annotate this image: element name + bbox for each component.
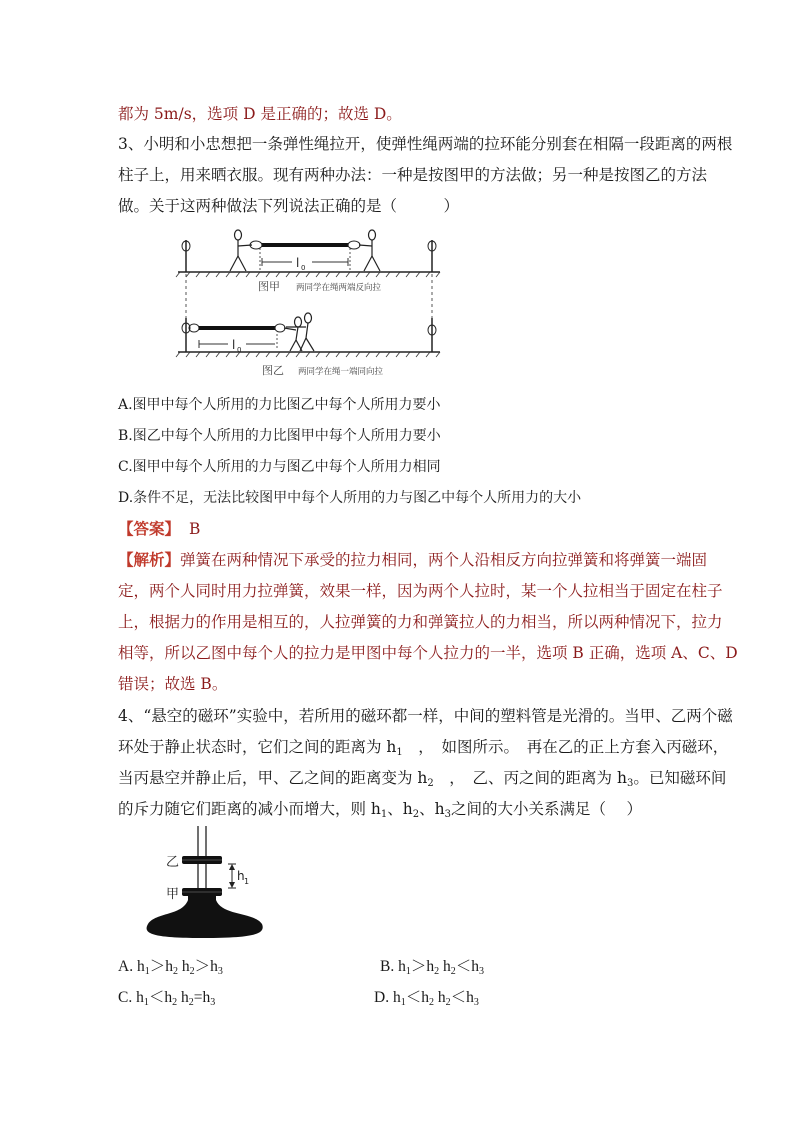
- q3-option-d: D.条件不足，无法比较图甲中每个人所用的力与图乙中每个人所用力的大小: [118, 490, 582, 506]
- opt-c-m1: ＜h: [148, 989, 173, 1006]
- opt-b-m1: ＞h: [410, 958, 435, 975]
- q4-figure: [144, 826, 284, 944]
- opt-c-p: C. h: [118, 989, 144, 1006]
- analysis-tag: 【解析】: [118, 550, 181, 569]
- opt-b-p: B. h: [380, 958, 406, 975]
- q4-stem-line-2: [118, 737, 728, 763]
- q3-option-b: B.图乙中每个人所用的力比图甲中每个人所用力要小: [118, 428, 441, 444]
- opt-d-m2: h: [433, 989, 446, 1006]
- opt-a-m1: ＞h: [149, 958, 173, 975]
- q3-option-c: C.图甲中每个人所用的力与图乙中每个人所用力相同: [118, 459, 441, 475]
- q3-fig-caption-a-text: 两同学在绳两端反向拉: [296, 283, 382, 293]
- q3-stem-line-1: 3、小明和小忠想把一条弹性绳拉开，使弹性绳两端的拉环能分别套在相隔一段距离的两根: [118, 135, 733, 153]
- answer-value: B: [188, 520, 201, 538]
- q4-line2-b: ， 如图所示。 再在乙的正上方套入丙磁环，: [402, 738, 729, 756]
- q3-analysis-line-2: 定，两个人同时用力拉弹簧，效果一样，因为两个人拉时，某一个人拉相当于固定在柱子: [118, 582, 723, 600]
- q4-option-d: [374, 988, 479, 1013]
- opt-a-m3: ＞h: [194, 958, 218, 975]
- q3-stem-line-3: 做。关于这两种做法下列说法正确的是（ ）: [118, 197, 460, 215]
- q4-line4-c: 、h: [419, 800, 445, 818]
- q3-fig-label-l0-top: l: [296, 256, 300, 270]
- q4-line3-a: 当丙悬空并静止后，甲、乙之间的距离变为 h: [118, 769, 428, 787]
- opt-b-m3: ＜h: [455, 958, 479, 975]
- opt-c-m2: h: [177, 989, 189, 1006]
- q3-analysis-line-3: 上，根据力的作用是相互的，人拉弹簧的力和弹簧拉人的力相当，所以两种情况下，拉力: [118, 613, 723, 631]
- opt-b-s2: 2: [434, 966, 440, 977]
- q3-fig-caption-b-text: 两同学在绳一端同向拉: [298, 367, 384, 377]
- opt-a-s1: 1: [144, 966, 150, 977]
- opt-b-s3: 2: [450, 966, 456, 977]
- q4-line3-c: 。已知磁环间: [633, 769, 727, 787]
- opt-d-s2: 2: [428, 997, 434, 1008]
- q3-fig-caption-a-title: 图甲: [258, 280, 280, 293]
- opt-c-s3: 2: [188, 997, 194, 1008]
- q3-option-a: A.图甲中每个人所用的力比图乙中每个人所用力要小: [118, 397, 441, 413]
- opt-d-p: D. h: [374, 989, 401, 1006]
- q4-line4-d: 之间的大小关系满足（ ）: [451, 800, 642, 818]
- q4-line3-b: ， 乙、丙之间的距离为 h: [433, 769, 627, 787]
- analysis-text-1: 弹簧在两种情况下承受的拉力相同，两个人沿相反方向拉弹簧和将弹簧一端固: [180, 551, 708, 569]
- opt-a-s3: 2: [189, 966, 195, 977]
- opt-c-m3: =h: [193, 989, 211, 1006]
- opt-a-m2: h: [177, 958, 190, 975]
- q4-line2-a-sub: 1: [396, 747, 403, 758]
- q4-line3-b-sub: 3: [626, 778, 634, 789]
- q4-fig-label-yi: 乙: [166, 855, 180, 870]
- q3-answer: [118, 519, 200, 539]
- q4-line4-s1: 1: [380, 809, 388, 820]
- q3-analysis-line-4: 相等，所以乙图中每个人的拉力是甲图中每个人拉力的一半，选项 B 正确，选项 A、C、D: [118, 644, 738, 662]
- q4-stem-line-4: [118, 799, 642, 825]
- q3-analysis-line-5: 错误；故选 B。: [118, 675, 228, 693]
- q4-option-b: [380, 957, 484, 982]
- q3-fig-label-l0-bottom-sub: 0: [237, 346, 242, 354]
- q4-line2-a: 环处于静止状态时，它们之间的距离为 h: [118, 738, 397, 756]
- opt-d-m1: ＜h: [405, 989, 429, 1006]
- q3-fig-label-l0-bottom: l: [232, 338, 236, 352]
- opt-a-p: A. h: [118, 958, 145, 975]
- opt-a-s4: 3: [217, 966, 223, 977]
- q4-stem-line-3: [118, 768, 726, 794]
- opt-a-s2: 2: [172, 966, 178, 977]
- q4-fig-label-h-sub: 1: [244, 877, 250, 886]
- opt-b-s1: 1: [405, 966, 411, 977]
- q4-line4-b: 、h: [387, 800, 413, 818]
- q4-stem-line-1: 4、“悬空的磁环”实验中，若所用的磁环都一样，中间的塑料管是光滑的。当甲、乙两个磁: [118, 707, 733, 725]
- q3-figure: [172, 226, 444, 382]
- q3-analysis-line-1: [118, 550, 707, 570]
- q4-fig-label-h: h: [237, 869, 245, 883]
- q4-line4-s2: 2: [412, 809, 420, 820]
- opt-b-s4: 3: [479, 966, 484, 977]
- opt-d-s4: 3: [473, 997, 479, 1008]
- q3-stem-line-2: 柱子上，用来晒衣服。现有两种办法：一种是按图甲的方法做；另一种是按图乙的方法: [118, 166, 708, 184]
- q3-fig-caption-b-title: 图乙: [262, 364, 284, 377]
- q4-option-a: [118, 957, 223, 982]
- opt-c-s4: 3: [210, 997, 216, 1008]
- answer-tag: 【答案】: [118, 519, 181, 538]
- opt-c-s2: 2: [172, 997, 178, 1008]
- q4-line3-a-sub: 2: [427, 778, 434, 789]
- q4-line4-s3: 3: [444, 809, 452, 820]
- q3-fig-label-l0-top-sub: 0: [301, 264, 306, 272]
- q4-option-c: [118, 988, 215, 1013]
- q4-line4-a: 的斥力随它们距离的减小而增大，则 h: [118, 800, 381, 818]
- prev-answer-tail: 都为 5m/s，选项 D 是正确的；故选 D。: [118, 105, 402, 123]
- opt-d-s1: 1: [400, 997, 406, 1008]
- opt-c-s1: 1: [143, 997, 149, 1008]
- opt-d-m3: ＜h: [450, 989, 474, 1006]
- q4-fig-label-jia: 甲: [166, 887, 180, 902]
- opt-b-m2: h: [439, 958, 451, 975]
- opt-d-s3: 2: [445, 997, 451, 1008]
